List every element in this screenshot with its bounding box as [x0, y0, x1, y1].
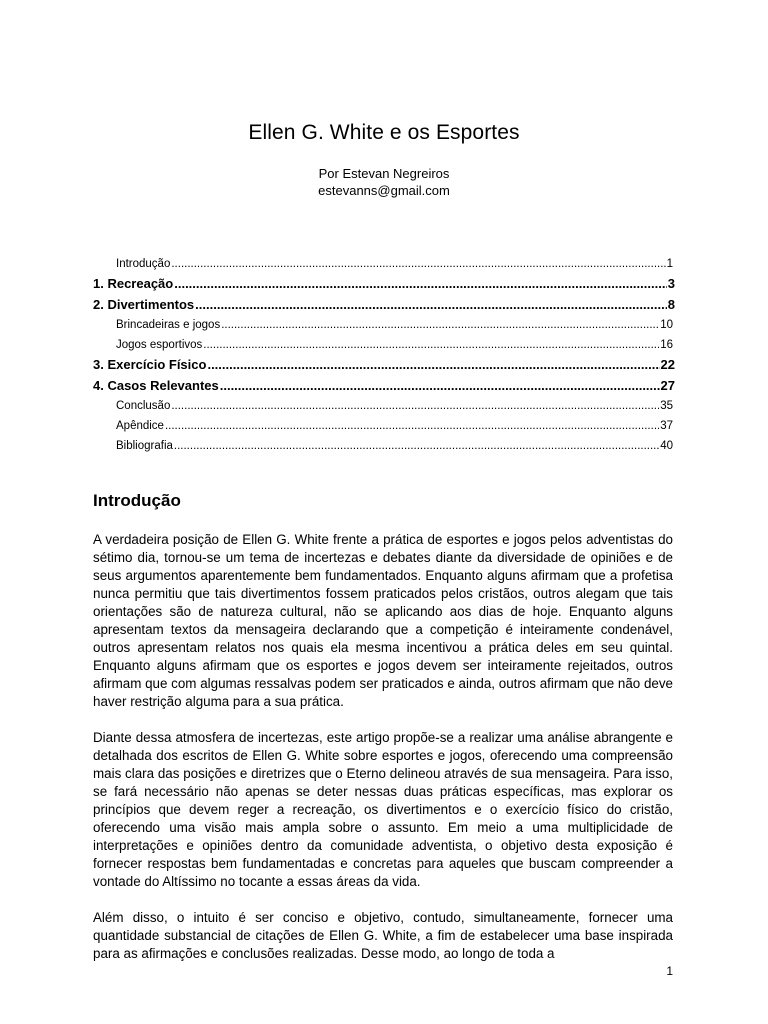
toc-entry[interactable] — [93, 335, 673, 355]
table-of-contents — [93, 254, 675, 456]
toc-entry-label: Conclusão — [116, 400, 171, 412]
toc-entry-label: Brincadeiras e jogos — [116, 319, 221, 331]
toc-leader-dots — [174, 436, 659, 456]
toc-entry-page: 40 — [660, 440, 673, 452]
toc-entry-page: 1 — [666, 258, 673, 270]
toc-entry[interactable] — [93, 295, 675, 316]
toc-leader-dots — [171, 396, 659, 416]
toc-entry[interactable] — [93, 274, 675, 295]
toc-leader-dots — [195, 295, 667, 316]
toc-entry-page: 3 — [667, 276, 675, 291]
toc-leader-dots — [203, 335, 659, 355]
page-number: 1 — [666, 964, 673, 978]
toc-entry[interactable] — [93, 396, 673, 416]
toc-entry-label: Jogos esportivos — [116, 339, 203, 351]
toc-entry[interactable] — [93, 416, 673, 436]
section-body — [93, 531, 673, 981]
toc-leader-dots — [221, 315, 659, 335]
toc-entry-page: 16 — [660, 339, 673, 351]
toc-entry-page: 35 — [660, 400, 673, 412]
toc-entry-label: Apêndice — [116, 420, 164, 432]
author-line: Por Estevan Negreiros — [318, 166, 450, 181]
toc-entry-label: 4. Casos Relevantes — [93, 377, 219, 393]
toc-entry-label: 3. Exercício Físico — [93, 357, 207, 372]
toc-entry-label: 2. Divertimentos — [93, 296, 195, 312]
toc-entry-page: 37 — [660, 420, 673, 432]
toc-leader-dots — [165, 416, 659, 436]
toc-entry-label: 1. Recreação — [93, 276, 174, 291]
toc-entry[interactable] — [93, 254, 673, 274]
toc-leader-dots — [220, 376, 660, 397]
toc-entry-page: 8 — [667, 296, 675, 312]
toc-leader-dots — [171, 254, 665, 274]
toc-entry[interactable] — [93, 355, 675, 376]
paragraph-3: Além disso, o intuito é ser conciso e objetivo, contudo, simultaneamente, fornecer uma quantidade substancial de citações de Ellen G. White, a fim de estabelecer uma base inspirada para as afirmações e conclusões realizadas. Desse modo, ao longo de toda a — [93, 910, 673, 961]
paragraph-2: Diante dessa atmosfera de incertezas, este artigo propõe-se a realizar uma análise abrangente e detalhada dos escritos de Ellen G. White sobre esportes e jogos, oferecendo uma compreensão mais clara das posições e diretrizes que o Eterno delineou através de sua mensageira. Para isso, se fará necessário não apenas se deter nessas duas práticas específicas, mas explorar os princípios que devem reger a recreação, os divertimentos e o exercício físico do cristão, oferecendo uma visão mais ampla sobre o assunto. Em meio a uma multiplicidade de interpretações e opiniões dentro da comunidade adventista, o objetivo desta exposição é fornecer respostas bem fundamentadas e concretas para aqueles que buscam compreender a vontade do Altíssimo no tocante a essas áreas da vida. — [93, 730, 673, 889]
toc-entry-label: Bibliografia — [116, 440, 173, 452]
toc-entry[interactable] — [93, 436, 673, 456]
paragraph-1: A verdadeira posição de Ellen G. White frente a prática de esportes e jogos pelos adventistas do sétimo dia, tornou-se um tema de incertezas e debates diante da diversidade de opiniões e de seus argumentos aparentemente bem fundamentados. Enquanto alguns afirmam que a profetisa nunca permitiu que tais divertimentos fossem praticados pelos cristãos, outros alegam que tais orientações são de natureza cultural, não se aplicando aos dias de hoje. Enquanto alguns apresentam textos da mensageira declarando que a competição é inteiramente condenável, outros apresentam relatos nos quais ela mesma incentivou a prática deles em seu quintal. Enquanto alguns afirmam que os esportes e jogos devem ser inteiramente rejeitados, outros afirmam que com algumas ressalvas podem ser praticados e ainda, outros afirmam que não deve haver restrição alguma para a sua prática. — [93, 532, 673, 709]
toc-entry-page: 10 — [660, 319, 673, 331]
toc-entry[interactable] — [93, 315, 673, 335]
toc-entry-label: Introdução — [116, 258, 171, 270]
section-heading: Introdução — [93, 491, 181, 510]
toc-leader-dots — [207, 355, 659, 376]
toc-entry[interactable] — [93, 376, 675, 397]
toc-entry-page: 22 — [660, 357, 675, 372]
toc-leader-dots — [174, 274, 667, 295]
document-title: Ellen G. White e os Esportes — [248, 121, 520, 144]
author-email: estevanns@gmail.com — [318, 183, 450, 198]
toc-entry-page: 27 — [660, 377, 675, 393]
